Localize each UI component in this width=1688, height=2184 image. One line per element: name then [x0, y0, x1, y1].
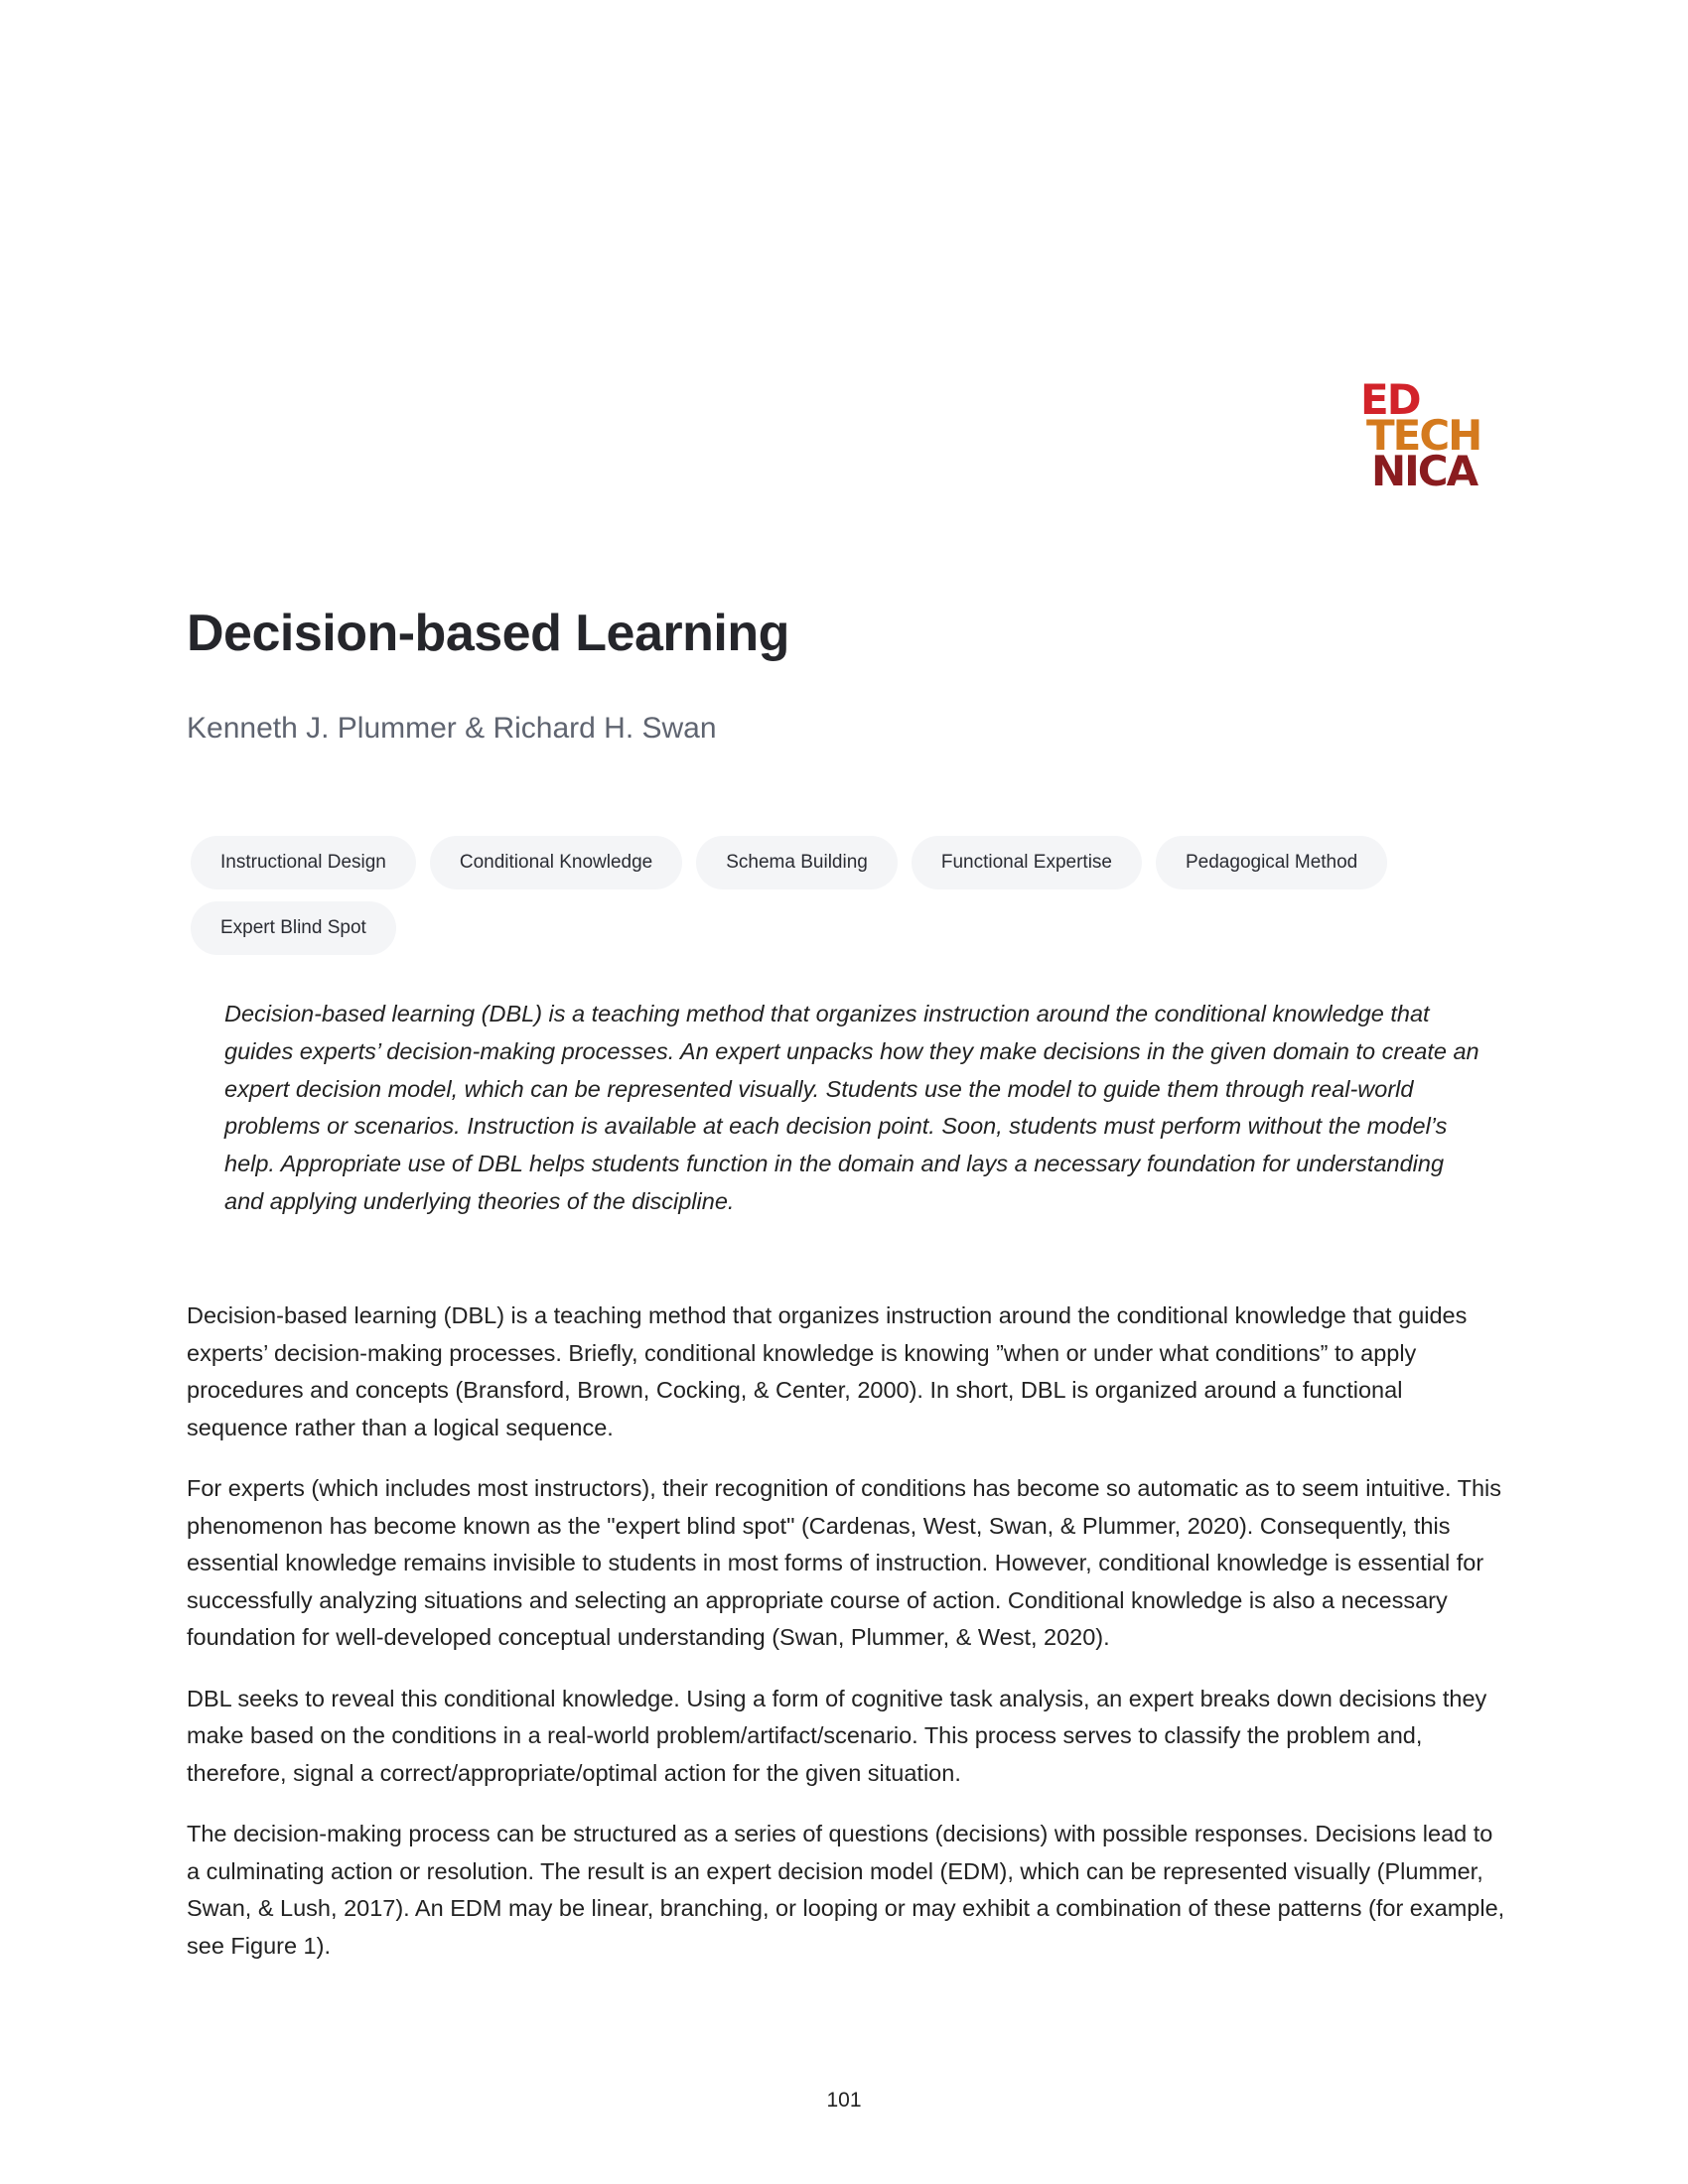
- article-authors: Kenneth J. Plummer & Richard H. Swan: [187, 712, 717, 745]
- body-paragraph-1: Decision-based learning (DBL) is a teaching method that organizes instruction around the conditional knowledge that guides experts’ decision-making processes. Briefly, conditional knowledge is knowing ”when or under what conditions” to apply procedures and concepts (Bransford, Brown, Cocking, & Center, 2000). In short, DBL is organized around a functional sequence rather than a logical sequence.: [187, 1302, 1468, 1440]
- body-paragraph-3: DBL seeks to reveal this conditional knowledge. Using a form of cognitive task analysis, an expert breaks down decisions they make based on the conditions in a real-world problem/artifact/scenario. This process serves to classify the problem and, therefore, signal a correct/appropriate/optimal action for the given situation.: [187, 1685, 1487, 1786]
- tag-expert-blind-spot[interactable]: Expert Blind Spot: [191, 901, 396, 955]
- tag-instructional-design[interactable]: Instructional Design: [191, 836, 416, 889]
- body-paragraph-2: For experts (which includes most instructors), their recognition of conditions has become so automatic as to seem intuitive. This phenomenon has become known as the "expert blind spot" (Cardenas, West, Swan, & Plummer, 2020). Consequently, this essential knowledge remains invisible to students in most forms of instruction. However, conditional knowledge is essential for successfully analyzing situations and selecting an appropriate course of action. Conditional knowledge is also a necessary foundation for well-developed conceptual understanding (Swan, Plummer, & West, 2020).: [187, 1475, 1501, 1650]
- tag-functional-expertise[interactable]: Functional Expertise: [912, 836, 1142, 889]
- abstract: Decision-based learning (DBL) is a teaching method that organizes instruction around the conditional knowledge that guides experts’ decision-making processes. An expert unpacks how they make decisions in the given domain to create an expert decision model, which can be represented visually. Students use the model to guide them through real-world problems or scenarios. Instruction is available at each decision point. Soon, students must perform without the model’s help. Appropriate use of DBL helps students function in the domain and lays a necessary foundation for understanding and applying underlying theories of the discipline.: [224, 1001, 1479, 1214]
- article-body: [187, 1297, 1507, 1988]
- tag-schema-building[interactable]: Schema Building: [696, 836, 898, 889]
- keyword-tags: [191, 836, 1442, 955]
- logo-line-nica: NICA: [1371, 447, 1477, 496]
- tag-pedagogical-method[interactable]: Pedagogical Method: [1156, 836, 1387, 889]
- tag-conditional-knowledge[interactable]: Conditional Knowledge: [430, 836, 682, 889]
- page-number: 101: [826, 2089, 862, 2112]
- logo-line-tech: TECH: [1366, 411, 1481, 461]
- edtechnica-logo: [1358, 375, 1497, 496]
- article-title: Decision-based Learning: [187, 605, 789, 662]
- logo-line-ed: ED: [1360, 375, 1420, 424]
- body-paragraph-4: The decision-making process can be structured as a series of questions (decisions) with possible responses. Decisions lead to a culminating action or resolution. The result is an expert decision model (EDM), which can be represented visually (Plummer, Swan, & Lush, 2017). An EDM may be linear, branching, or looping or may exhibit a combination of these patterns (for example, see Figure 1).: [187, 1821, 1505, 1959]
